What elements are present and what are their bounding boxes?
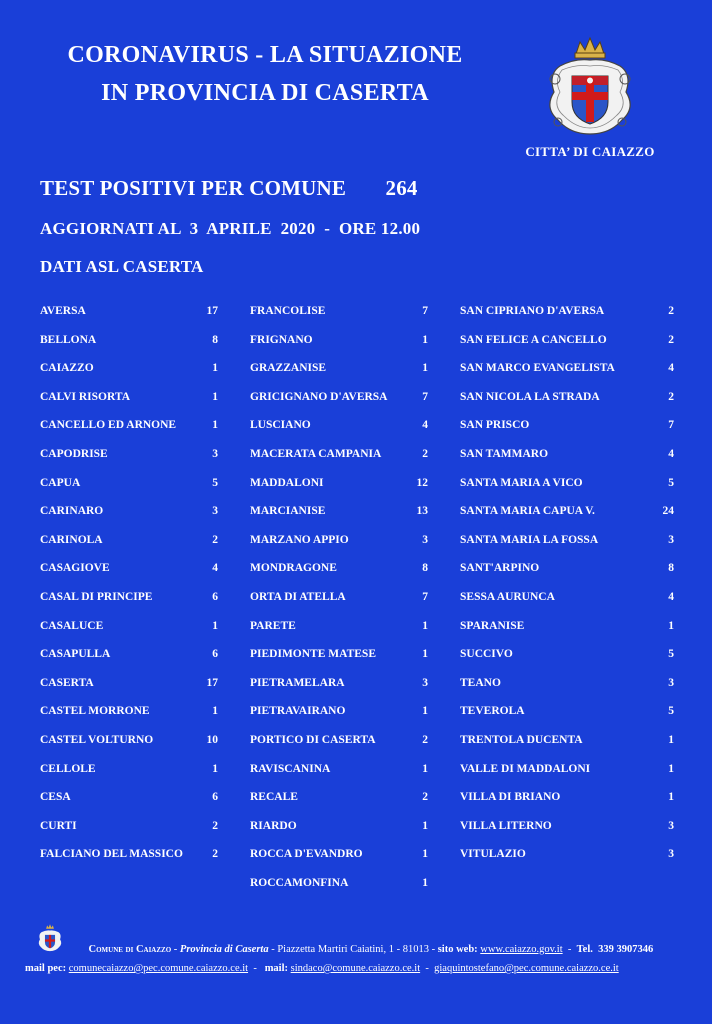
municipality-count: 3 bbox=[212, 505, 218, 518]
municipality-name: CANCELLO ED ARNONE bbox=[40, 419, 177, 432]
municipality-name: BELLONA bbox=[40, 333, 97, 346]
municipality-count: 1 bbox=[668, 619, 674, 632]
municipality-name: CAIAZZO bbox=[40, 362, 94, 375]
total-count: 264 bbox=[385, 176, 418, 200]
municipality-count: 8 bbox=[668, 562, 674, 575]
municipality-count: 4 bbox=[422, 419, 428, 432]
municipality-count: 24 bbox=[662, 505, 674, 518]
municipality-row bbox=[40, 789, 218, 818]
municipality-name: CESA bbox=[40, 791, 71, 804]
municipality-count: 1 bbox=[422, 705, 428, 718]
title-line-2: IN PROVINCIA DI CASERTA bbox=[101, 80, 429, 106]
municipality-count: 7 bbox=[422, 390, 428, 403]
municipality-row bbox=[250, 846, 428, 875]
municipality-name: VILLA DI BRIANO bbox=[460, 791, 561, 804]
municipality-row bbox=[40, 332, 218, 361]
summary-heading-text: TEST POSITIVI PER COMUNE bbox=[40, 176, 347, 200]
municipality-count: 12 bbox=[416, 476, 428, 489]
municipality-row bbox=[40, 618, 218, 647]
municipality-count: 1 bbox=[668, 762, 674, 775]
municipality-count: 1 bbox=[422, 876, 428, 889]
footer-site-link[interactable]: www.caiazzo.gov.it bbox=[480, 944, 563, 955]
municipality-name: ORTA DI ATELLA bbox=[250, 590, 346, 603]
municipality-row bbox=[250, 818, 428, 847]
municipality-count: 1 bbox=[422, 762, 428, 775]
municipality-count: 2 bbox=[212, 533, 218, 546]
municipality-count: 7 bbox=[422, 305, 428, 317]
municipality-count: 3 bbox=[422, 533, 428, 546]
municipality-row bbox=[250, 303, 428, 332]
municipality-row bbox=[460, 360, 674, 389]
municipality-name: SUCCIVO bbox=[460, 648, 513, 661]
municipality-row bbox=[250, 446, 428, 475]
municipality-name: SAN FELICE A CANCELLO bbox=[460, 333, 607, 346]
municipality-name: TEVEROLA bbox=[460, 705, 525, 718]
municipality-count: 2 bbox=[422, 733, 428, 746]
municipality-row bbox=[460, 532, 674, 561]
municipality-count: 1 bbox=[212, 705, 218, 718]
municipality-row bbox=[460, 732, 674, 761]
municipality-row bbox=[460, 618, 674, 647]
municipality-name: SANTA MARIA LA FOSSA bbox=[460, 533, 599, 546]
municipality-row bbox=[250, 761, 428, 790]
municipality-count: 8 bbox=[212, 333, 218, 346]
municipality-name: CURTI bbox=[40, 819, 77, 832]
municipality-name: CAPUA bbox=[40, 476, 81, 489]
municipality-count: 1 bbox=[422, 619, 428, 632]
municipality-name: ROCCA D'EVANDRO bbox=[250, 848, 363, 861]
municipality-row bbox=[40, 303, 218, 332]
municipality-row bbox=[460, 560, 674, 589]
municipality-name: SANTA MARIA CAPUA V. bbox=[460, 505, 595, 518]
municipality-row bbox=[40, 818, 218, 847]
municipality-count: 3 bbox=[212, 447, 218, 460]
municipality-row bbox=[460, 846, 674, 875]
municipality-count: 1 bbox=[212, 762, 218, 775]
municipality-count: 1 bbox=[212, 619, 218, 632]
municipality-name: PIETRAMELARA bbox=[250, 676, 345, 689]
municipality-count: 17 bbox=[206, 305, 218, 317]
municipality-row bbox=[250, 560, 428, 589]
municipality-count: 7 bbox=[422, 590, 428, 603]
municipality-column-3 bbox=[460, 303, 674, 875]
municipality-count: 1 bbox=[422, 819, 428, 832]
municipality-name: CASERTA bbox=[40, 676, 94, 689]
footer-email: mail pec: comunecaiazzo@pec.comune.caiazzo.ce.it - mail: sindaco@comune.caiazzo.ce.it - giaquintostefano@pec.comune.caiazzo.ce.it bbox=[25, 963, 619, 974]
municipality-row bbox=[40, 675, 218, 704]
municipality-name: SANT'ARPINO bbox=[460, 562, 540, 575]
municipality-name: GRAZZANISE bbox=[250, 362, 327, 375]
municipality-name: MARZANO APPIO bbox=[250, 533, 349, 546]
footer-mail-label: mail: bbox=[264, 963, 289, 974]
municipality-count: 4 bbox=[212, 562, 218, 575]
summary-heading bbox=[40, 176, 418, 201]
municipality-row bbox=[250, 789, 428, 818]
municipality-row bbox=[250, 332, 428, 361]
municipality-count: 5 bbox=[668, 476, 674, 489]
municipality-name: CASTEL MORRONE bbox=[40, 705, 150, 718]
municipality-row bbox=[250, 618, 428, 647]
municipality-name: CARINOLA bbox=[40, 533, 103, 546]
municipality-name: PORTICO DI CASERTA bbox=[250, 733, 376, 746]
municipality-row bbox=[250, 732, 428, 761]
municipality-row bbox=[40, 532, 218, 561]
municipality-name: PIETRAVAIRANO bbox=[250, 705, 346, 718]
municipality-name: LUSCIANO bbox=[250, 419, 311, 432]
data-source: DATI ASL CASERTA bbox=[40, 257, 204, 276]
municipality-row bbox=[40, 732, 218, 761]
municipality-count: 1 bbox=[422, 848, 428, 861]
municipality-count: 6 bbox=[212, 791, 218, 804]
municipality-row bbox=[250, 675, 428, 704]
municipality-column-1 bbox=[40, 303, 218, 875]
municipality-name: TEANO bbox=[460, 676, 501, 689]
footer-contact: Comune di Caiazzo - Provincia di Caserta - Piazzetta Martiri Caiatini, 1 - 81013 - sito web: www.caiazzo.gov.it - Tel. 339 3907346 bbox=[36, 922, 686, 956]
municipality-count: 5 bbox=[212, 476, 218, 489]
municipality-count: 5 bbox=[668, 648, 674, 661]
municipality-count: 3 bbox=[668, 819, 674, 832]
municipality-row bbox=[40, 846, 218, 875]
municipality-row bbox=[40, 589, 218, 618]
municipality-count: 2 bbox=[422, 791, 428, 804]
municipality-name: FRIGNANO bbox=[250, 333, 313, 346]
footer-pec-label: mail pec bbox=[25, 963, 63, 974]
municipality-name: VALLE DI MADDALONI bbox=[460, 762, 591, 775]
footer-mail-link-sindaco[interactable]: sindaco@comune.caiazzo.ce.it bbox=[290, 963, 421, 974]
municipality-name: CASALUCE bbox=[40, 619, 104, 632]
municipality-row bbox=[40, 446, 218, 475]
municipality-name: CARINARO bbox=[40, 505, 104, 518]
municipality-name: CASAL DI PRINCIPE bbox=[40, 590, 153, 603]
municipality-row bbox=[460, 475, 674, 504]
municipality-row bbox=[460, 703, 674, 732]
municipality-row bbox=[250, 389, 428, 418]
municipality-count: 6 bbox=[212, 648, 218, 661]
municipality-row bbox=[460, 789, 674, 818]
municipality-name: SAN NICOLA LA STRADA bbox=[460, 390, 600, 403]
page-title bbox=[0, 36, 530, 112]
municipality-count: 10 bbox=[206, 733, 218, 746]
municipality-row bbox=[40, 646, 218, 675]
municipality-row bbox=[460, 818, 674, 847]
municipality-row bbox=[40, 475, 218, 504]
municipality-name: SAN MARCO EVANGELISTA bbox=[460, 362, 615, 375]
municipality-count: 1 bbox=[668, 733, 674, 746]
municipality-row bbox=[460, 303, 674, 332]
municipality-name: MONDRAGONE bbox=[250, 562, 337, 575]
municipality-name: SAN CIPRIANO D'AVERSA bbox=[460, 305, 605, 317]
municipality-count: 4 bbox=[668, 362, 674, 375]
municipality-count: 17 bbox=[206, 676, 218, 689]
municipality-count: 3 bbox=[422, 676, 428, 689]
municipality-count: 3 bbox=[668, 533, 674, 546]
municipality-count: 2 bbox=[212, 848, 218, 861]
municipality-count: 2 bbox=[668, 390, 674, 403]
municipality-name: FALCIANO DEL MASSICO bbox=[40, 848, 183, 861]
municipality-count: 2 bbox=[668, 333, 674, 346]
municipality-count: 3 bbox=[668, 848, 674, 861]
municipality-row bbox=[460, 761, 674, 790]
municipality-name: MACERATA CAMPANIA bbox=[250, 447, 382, 460]
footer-comune: Comune di Caiazzo bbox=[88, 944, 172, 955]
municipality-count: 1 bbox=[212, 390, 218, 403]
municipality-name: SESSA AURUNCA bbox=[460, 590, 555, 603]
municipality-row bbox=[250, 360, 428, 389]
footer-provincia: Provincia di Caserta bbox=[179, 944, 269, 955]
municipality-name: CELLOLE bbox=[40, 762, 96, 775]
municipality-row bbox=[250, 475, 428, 504]
municipality-row bbox=[40, 560, 218, 589]
municipality-row bbox=[40, 503, 218, 532]
municipality-row bbox=[40, 761, 218, 790]
footer-tel-number: 339 3907346 bbox=[592, 944, 654, 955]
municipality-row bbox=[460, 332, 674, 361]
municipality-count: 5 bbox=[668, 705, 674, 718]
municipality-row bbox=[40, 360, 218, 389]
municipality-count: 1 bbox=[212, 362, 218, 375]
municipality-name: SAN PRISCO bbox=[460, 419, 530, 432]
municipality-name: CALVI RISORTA bbox=[40, 390, 131, 403]
municipality-name: CAPODRISE bbox=[40, 447, 108, 460]
municipality-name: MADDALONI bbox=[250, 476, 324, 489]
municipality-name: PARETE bbox=[250, 619, 296, 632]
municipality-count: 1 bbox=[422, 362, 428, 375]
municipality-count: 1 bbox=[422, 333, 428, 346]
municipality-count: 1 bbox=[212, 419, 218, 432]
municipality-row bbox=[460, 503, 674, 532]
footer-mail-link-giaquinto[interactable]: giaquintostefano@pec.comune.caiazzo.ce.it bbox=[434, 963, 619, 974]
footer-tel-label: Tel. bbox=[576, 944, 593, 955]
municipality-count: 2 bbox=[422, 447, 428, 460]
municipality-row bbox=[460, 446, 674, 475]
municipality-row bbox=[40, 417, 218, 446]
municipality-name: AVERSA bbox=[40, 305, 86, 317]
municipality-name: CASAPULLA bbox=[40, 648, 111, 661]
municipality-row bbox=[250, 646, 428, 675]
municipality-name: RIARDO bbox=[250, 819, 297, 832]
municipality-row bbox=[40, 389, 218, 418]
municipality-name: GRICIGNANO D'AVERSA bbox=[250, 390, 388, 403]
municipality-column-2 bbox=[250, 303, 428, 903]
municipality-row bbox=[460, 589, 674, 618]
municipality-row bbox=[250, 503, 428, 532]
title-line-1: CORONAVIRUS - LA SITUAZIONE bbox=[67, 42, 463, 68]
municipality-name: TRENTOLA DUCENTA bbox=[460, 733, 583, 746]
municipality-name: MARCIANISE bbox=[250, 505, 326, 518]
municipality-name: ROCCAMONFINA bbox=[250, 876, 349, 889]
municipality-row bbox=[460, 389, 674, 418]
municipality-name: VITULAZIO bbox=[460, 848, 526, 861]
update-line: AGGIORNATI AL 3 APRILE 2020 - ORE 12.00 bbox=[40, 219, 421, 238]
footer-crest-icon bbox=[36, 922, 64, 954]
municipality-count: 8 bbox=[422, 562, 428, 575]
municipality-name: CASAGIOVE bbox=[40, 562, 110, 575]
municipality-name: FRANCOLISE bbox=[250, 305, 326, 317]
municipality-name: RECALE bbox=[250, 791, 298, 804]
municipality-count: 6 bbox=[212, 590, 218, 603]
city-label: CITTA’ DI CAIAZZO bbox=[525, 144, 655, 159]
municipality-count: 2 bbox=[668, 305, 674, 317]
municipality-row bbox=[460, 675, 674, 704]
municipality-count: 4 bbox=[668, 590, 674, 603]
municipality-name: SAN TAMMARO bbox=[460, 447, 549, 460]
municipality-count: 3 bbox=[668, 676, 674, 689]
municipality-name: VILLA LITERNO bbox=[460, 819, 552, 832]
municipality-count: 1 bbox=[422, 648, 428, 661]
municipality-row bbox=[250, 875, 428, 904]
footer-address: - Piazzetta Martiri Caiatini, 1 - 81013 - bbox=[268, 944, 438, 955]
coat-of-arms-icon bbox=[540, 34, 640, 140]
municipality-count: 7 bbox=[668, 419, 674, 432]
municipality-count: 13 bbox=[416, 505, 428, 518]
municipality-name: RAVISCANINA bbox=[250, 762, 331, 775]
municipality-count: 4 bbox=[668, 447, 674, 460]
municipality-name: SPARANISE bbox=[460, 619, 525, 632]
municipality-name: SANTA MARIA A VICO bbox=[460, 476, 583, 489]
municipality-row bbox=[250, 417, 428, 446]
municipality-name: CASTEL VOLTURNO bbox=[40, 733, 154, 746]
municipality-name: PIEDIMONTE MATESE bbox=[250, 648, 376, 661]
municipality-count: 1 bbox=[668, 791, 674, 804]
municipality-row bbox=[460, 646, 674, 675]
municipality-row bbox=[250, 703, 428, 732]
footer-site-label: sito web bbox=[437, 944, 475, 955]
municipality-row bbox=[250, 589, 428, 618]
municipality-count: 2 bbox=[212, 819, 218, 832]
footer-pec-link[interactable]: comunecaiazzo@pec.comune.caiazzo.ce.it bbox=[68, 963, 249, 974]
municipality-row bbox=[40, 703, 218, 732]
municipality-row bbox=[250, 532, 428, 561]
municipality-row bbox=[460, 417, 674, 446]
